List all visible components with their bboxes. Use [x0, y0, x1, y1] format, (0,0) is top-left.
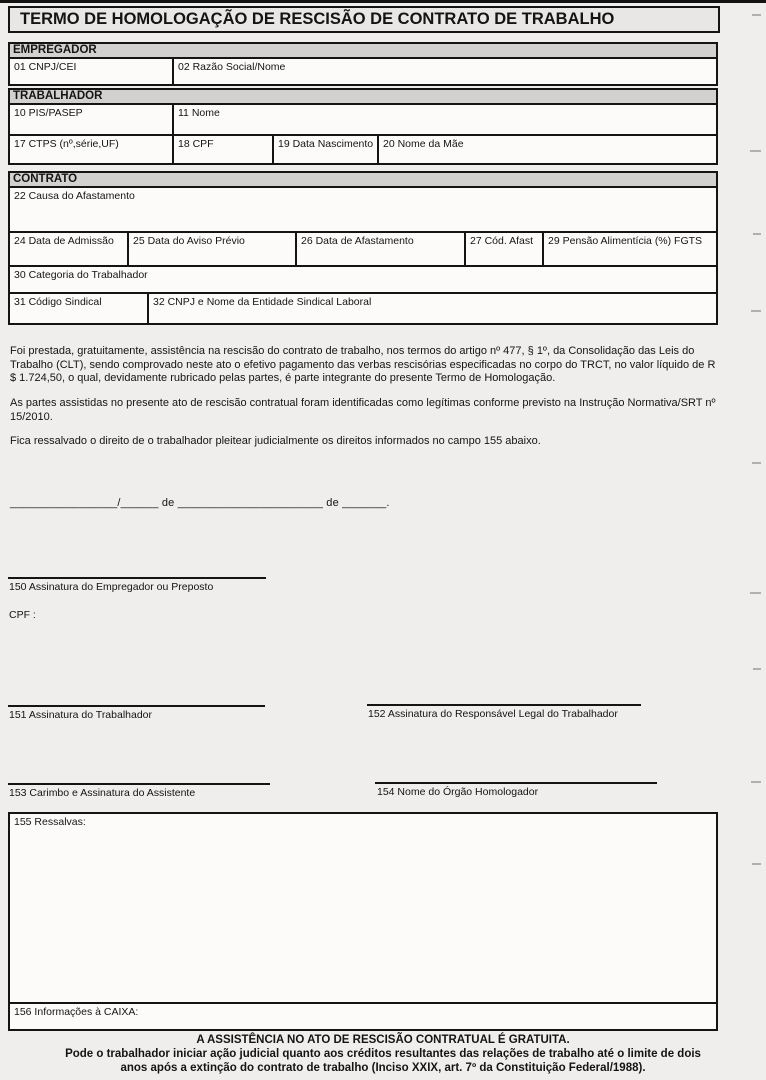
field-24-data-de-admissao: 24 Data de Admissão	[14, 235, 114, 247]
scan-artifact	[753, 668, 761, 670]
form-title-box	[8, 6, 720, 33]
field-01-cnpj-cei: 01 CNPJ/CEI	[14, 61, 77, 73]
cpf-label: CPF :	[9, 609, 36, 621]
table-row	[10, 188, 716, 231]
field-02-razao-social-nome: 02 Razão Social/Nome	[172, 59, 716, 84]
date-fill-line: _________________/______ de _______________________ de _______.	[10, 497, 390, 509]
table-row	[10, 265, 716, 292]
section-trabalhador	[8, 88, 718, 165]
signature-label-150: 150 Assinatura do Empregador ou Preposto	[9, 581, 214, 593]
field-22-causa-do-afastamento: 22 Causa do Afastamento	[14, 190, 135, 202]
scan-artifact	[750, 150, 761, 152]
field-27-cod-afast: 27 Cód. Afast	[464, 233, 542, 265]
section-contrato	[8, 171, 718, 325]
signature-label-154: 154 Nome do Órgão Homologador	[377, 786, 539, 798]
section-empregador	[8, 42, 718, 86]
field-18-cpf: 18 CPF	[172, 136, 272, 163]
footer-line-3: anos após a extinção do contrato de trabalho (Inciso XXIX, art. 7º da Constituição Federal/1988).	[120, 1062, 646, 1074]
field-25-data-do-aviso-previo: 25 Data do Aviso Prévio	[127, 233, 295, 265]
scan-artifact	[753, 233, 761, 235]
signature-line-151	[8, 705, 265, 707]
scan-artifact	[751, 310, 761, 312]
field-26-data-de-afastamento: 26 Data de Afastamento	[295, 233, 464, 265]
field-155-ressalvas: 155 Ressalvas:	[14, 816, 86, 828]
paragraph-assistencia	[10, 345, 724, 386]
paragraph-line: 15/2010.	[10, 410, 53, 423]
field-156-informacoes-caixa: 156 Informações à CAIXA:	[10, 1002, 716, 1029]
footer-line-2: Pode o trabalhador iniciar ação judicial quanto aos créditos resultantes das relações de trabalho até o limite de dois	[65, 1048, 701, 1060]
field-10-pis-pasep: 10 PIS/PASEP	[14, 107, 83, 119]
field-20-nome-da-mae: 20 Nome da Mãe	[377, 136, 716, 163]
table-row	[10, 292, 716, 323]
signature-label-152: 152 Assinatura do Responsável Legal do Trabalhador	[368, 708, 618, 720]
scan-edge-strip	[0, 0, 766, 3]
section-header-empregador: EMPREGADOR	[10, 44, 716, 59]
paragraph-ressalva-direito	[10, 435, 724, 449]
table-row	[10, 59, 716, 84]
field-17-ctps: 17 CTPS (nº,série,UF)	[14, 138, 119, 150]
paragraph-line: Foi prestada, gratuitamente, assistência na rescisão do contrato de trabalho, nos termos do artigo nº 477, § 1º, da Consolidação das Leis do	[10, 345, 695, 357]
scan-artifact	[750, 592, 761, 594]
table-row	[10, 134, 716, 163]
field-32-cnpj-entidade-sindical: 32 CNPJ e Nome da Entidade Sindical Laboral	[147, 294, 716, 323]
field-11-nome: 11 Nome	[172, 105, 716, 134]
paragraph-line: $ 1.724,50, o qual, devidamente rubricado pelas partes, é parte integrante do presente Termo de Homologação.	[10, 372, 556, 384]
paragraph-line: Fica ressalvado o direito de o trabalhador pleitear judicialmente os direitos informados no campo 155 abaixo.	[10, 435, 541, 447]
footer-line-1: A ASSISTÊNCIA NO ATO DE RESCISÃO CONTRATUAL É GRATUITA.	[196, 1034, 570, 1046]
field-29-pensao-alimenticia-fgts: 29 Pensão Alimentícia (%) FGTS	[542, 233, 716, 265]
paragraph-partes-assistidas	[10, 397, 724, 424]
scan-artifact	[751, 781, 761, 783]
field-30-categoria-do-trabalhador: 30 Categoria do Trabalhador	[14, 269, 148, 281]
section-header-contrato: CONTRATO	[10, 173, 716, 188]
scan-artifact	[752, 14, 761, 16]
scan-artifact	[752, 462, 761, 464]
scan-artifact	[752, 863, 761, 865]
paragraph-line: As partes assistidas no presente ato de rescisão contratual foram identificadas como legítimas conforme previsto na Instrução Normativa/SRT nº	[10, 397, 716, 409]
table-row	[10, 105, 716, 134]
table-row	[10, 231, 716, 265]
field-19-data-nascimento: 19 Data Nascimento	[272, 136, 377, 163]
field-31-codigo-sindical: 31 Código Sindical	[14, 296, 102, 308]
signature-label-151: 151 Assinatura do Trabalhador	[9, 709, 153, 721]
form-title: TERMO DE HOMOLOGAÇÃO DE RESCISÃO DE CONTRATO DE TRABALHO	[20, 10, 615, 28]
paragraph-line: Trabalho (CLT), sendo comprovado neste ato o efetivo pagamento das verbas rescisórias especificadas no corpo do TRCT, no valor líquido de R	[10, 358, 716, 371]
section-header-trabalhador: TRABALHADOR	[10, 90, 716, 105]
signature-line-154	[375, 782, 657, 784]
signature-label-153: 153 Carimbo e Assinatura do Assistente	[9, 787, 196, 799]
signature-line-153	[8, 783, 270, 785]
signature-line-150	[8, 577, 266, 579]
footer-notice	[0, 1033, 766, 1075]
box-155-ressalvas	[8, 812, 718, 1031]
signature-line-152	[367, 704, 641, 706]
